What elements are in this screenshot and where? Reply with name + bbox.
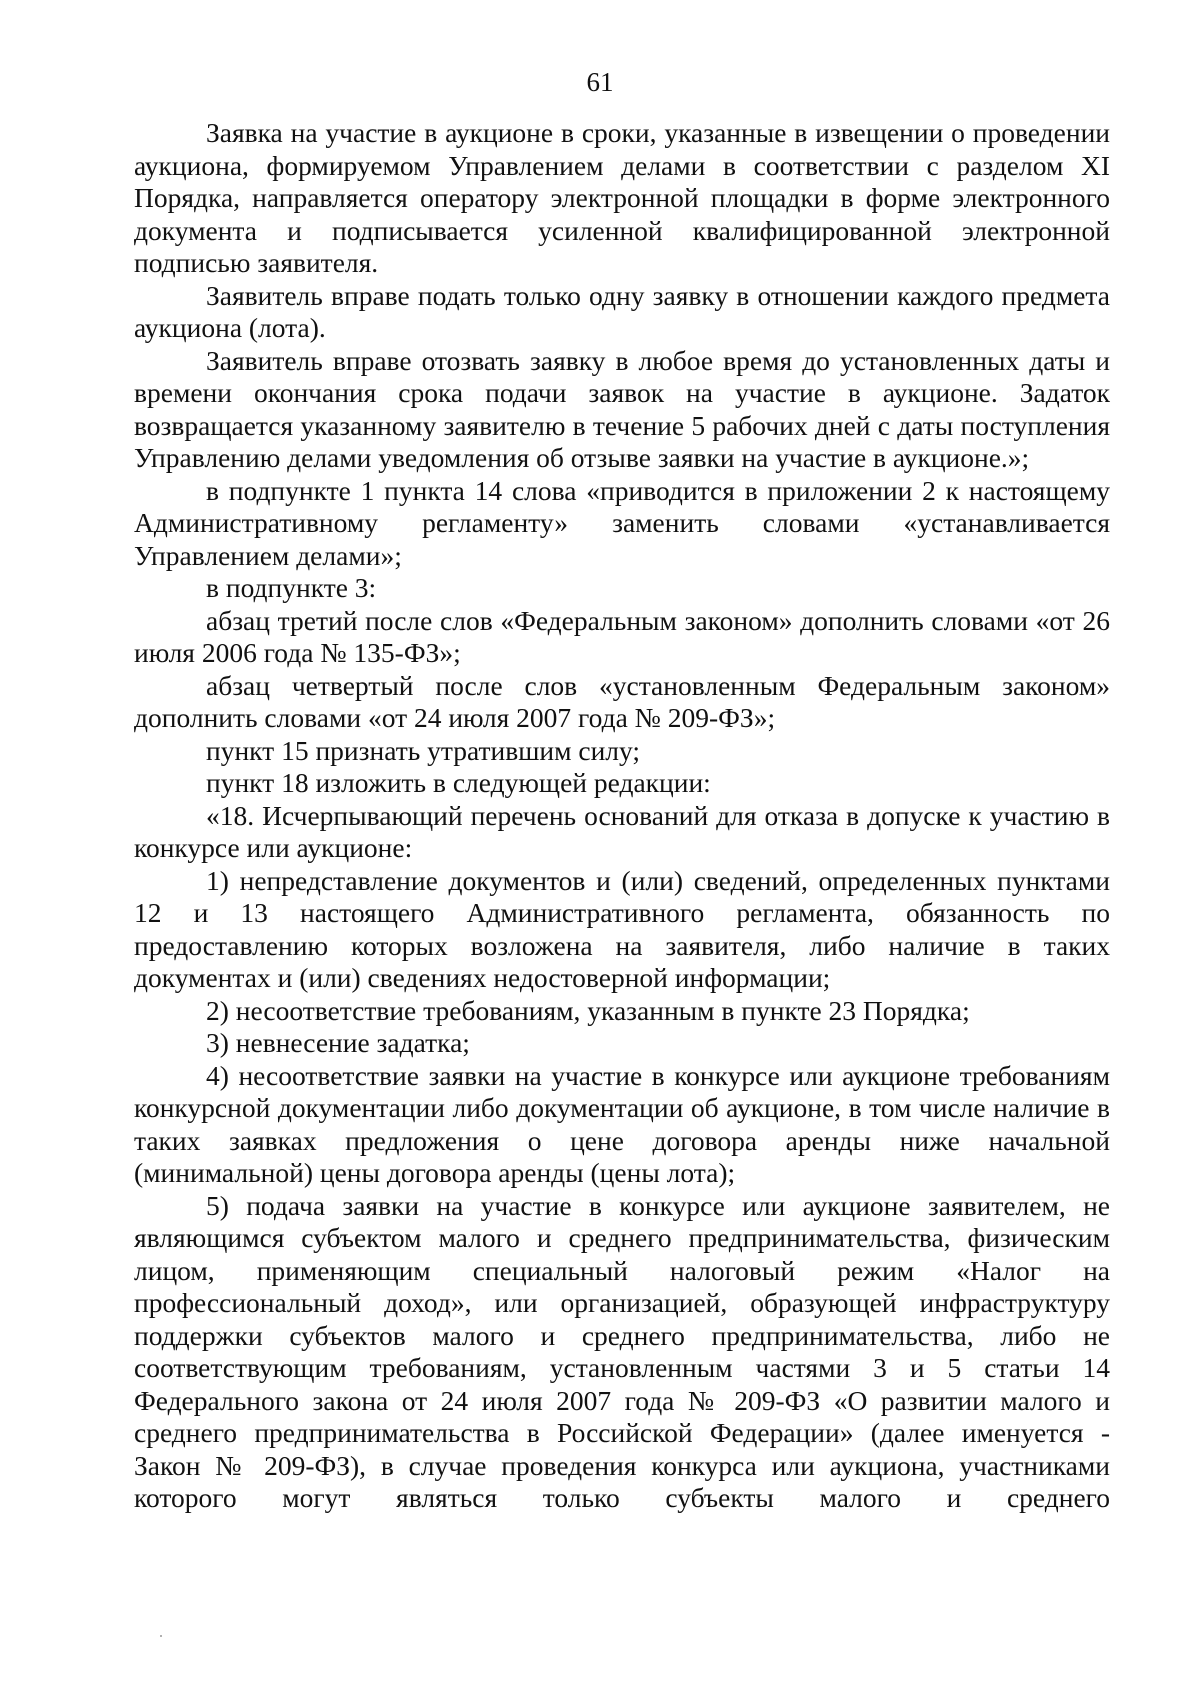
- paragraph-application-withdrawal: Заявитель вправе отозвать заявку в любое время до установленных даты и времени окончания срока подачи заявок на участие в аукционе. Задаток возвращается указанному заявителю в течение 5 рабочих дней с даты поступления Управлению делами уведомления об отзыве заявки на участие в аукционе.»;: [134, 344, 1110, 473]
- paragraph-one-application-per-lot: Заявитель вправе подать только одну заявку в отношении каждого предмета аукциона (лота).: [134, 279, 1110, 343]
- paragraph-fourth-abzac: абзац четвертый после слов «установленным Федеральным законом» дополнить словами «от 24 июля 2007 года № 209-ФЗ»;: [134, 669, 1110, 733]
- page-number: 61: [586, 67, 614, 97]
- list-item-1: 1) непредставление документов и (или) сведений, определенных пунктами 12 и 13 настоящего Административного регламента, обязанность по предоставлению которых возложена на заявителя, либо наличие в таких документах и (или) сведениях недостоверной информации;: [134, 864, 1110, 993]
- document-body: [134, 117, 1110, 1515]
- scan-speck: [160, 1635, 162, 1637]
- list-item-3: 3) невнесение задатка;: [206, 1027, 470, 1058]
- paragraph-third-abzac: абзац третий после слов «Федеральным законом» дополнить словами «от 26 июля 2006 года № 135-ФЗ»;: [134, 604, 1110, 668]
- paragraph-application-submission: Заявка на участие в аукционе в сроки, указанные в извещении о проведении аукциона, формируемом Управлением делами в соответствии с разделом XI Порядка, направляется оператору электронной площадки в форме электронного документа и подписывается усиленной квалифицированной электронной подписью заявителя.: [134, 117, 1110, 278]
- paragraph-subpoint-1-point-14: в подпункте 1 пункта 14 слова «приводится в приложении 2 к настоящему Административному регламенту» заменить словами «устанавливается Управлением делами»;: [134, 474, 1110, 571]
- paragraph-point-18-heading: «18. Исчерпывающий перечень оснований для отказа в допуске к участию в конкурсе или аукционе:: [134, 799, 1110, 863]
- list-item-2: 2) несоответствие требованиям, указанным в пункте 23 Порядка;: [206, 994, 970, 1026]
- paragraph-point-15-void: пункт 15 признать утратившим силу;: [206, 734, 641, 766]
- list-item-4: 4) несоответствие заявки на участие в конкурсе или аукционе требованиям конкурсной документации либо документации об аукционе, в том числе наличие в таких заявках предложения о цене договора аренды ниже начальной (минимальной) цены договора аренды (цены лота);: [134, 1059, 1110, 1188]
- paragraph-subpoint-3: в подпункте 3:: [206, 572, 377, 603]
- list-item-5: 5) подача заявки на участие в конкурсе или аукционе заявителем, не являющимся субъектом малого и среднего предпринимательства, физическим лицом, применяющим специальный налоговый режим «Налог на профессиональный доход», или организацией, образующей инфраструктуру поддержки субъектов малого и среднего предпринимательства, либо не соответствующим требованиям, установленным частями 3 и 5 статьи 14 Федерального закона от 24 июля 2007 года № 209-ФЗ «О развитии малого и среднего предпринимательства в Российской Федерации» (далее именуется - Закон № 209-ФЗ), в случае проведения конкурса или аукциона, участниками которого могут являться только субъекты малого и среднего: [134, 1189, 1110, 1513]
- paragraph-point-18-new-edition: пункт 18 изложить в следующей редакции:: [206, 767, 711, 798]
